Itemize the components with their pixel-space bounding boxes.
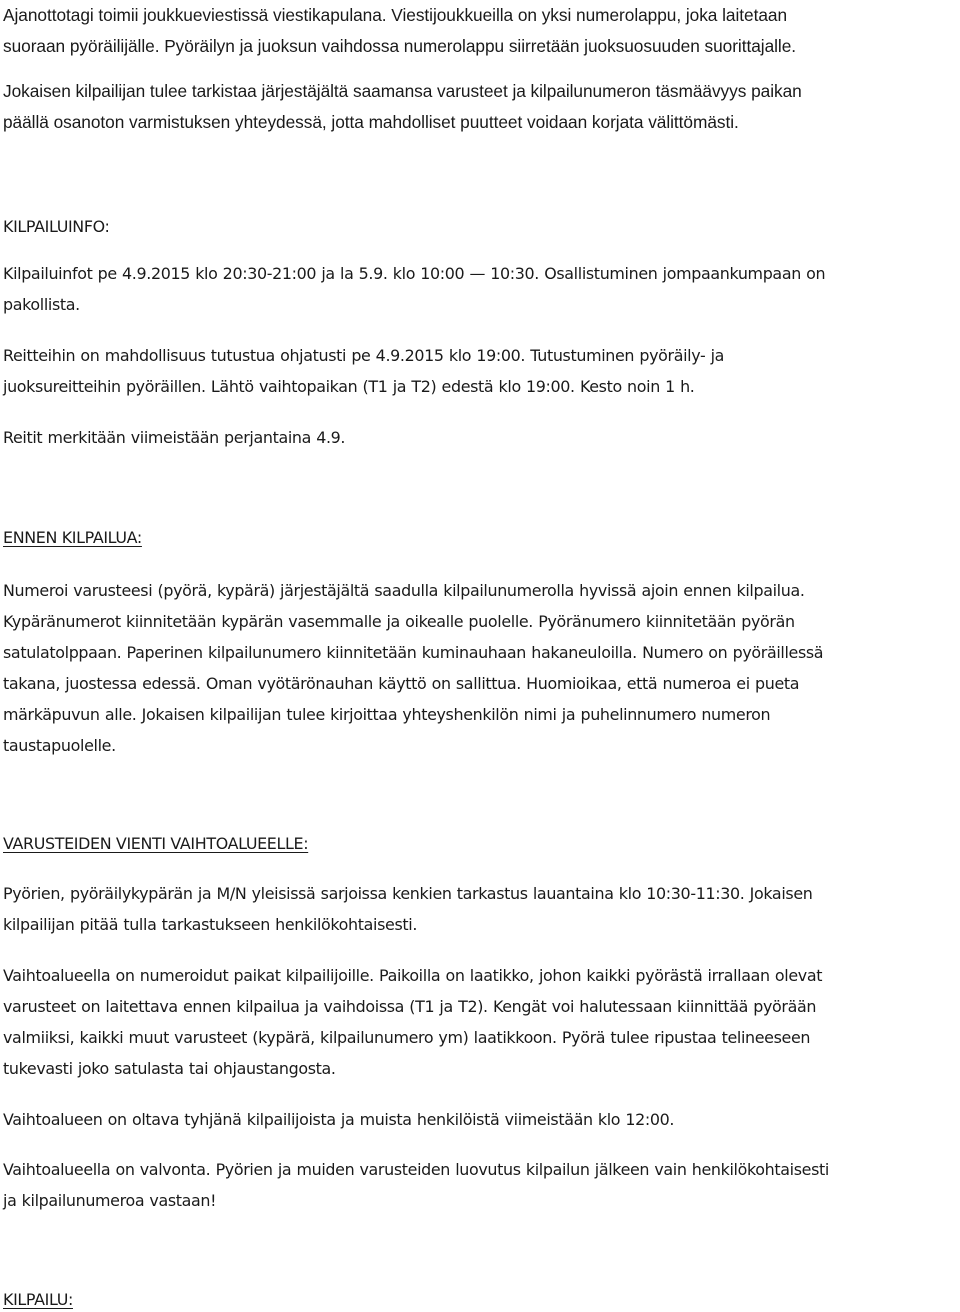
text-line: Reitteihin on mahdollisuus tutustua ohjatusti pe 4.9.2015 klo 19:00. Tutustuminen pyöräily- ja	[3, 346, 725, 365]
section-heading-kilpailu	[3, 1287, 958, 1312]
text-line: Jokaisen kilpailijan tulee tarkistaa järjestäjältä saamansa varusteet ja kilpailunumeron täsmäävyys paikan	[3, 81, 802, 101]
section-heading-varusteiden-vienti	[3, 828, 958, 859]
text-line: Vaihtoalueen on oltava tyhjänä kilpailijoista ja muista henkilöistä viimeistään klo 12:00.	[3, 1110, 675, 1129]
section-heading-ennen-kilpailua	[3, 522, 958, 553]
kilpailuinfo-paragraph-2	[3, 340, 958, 402]
text-line: Reitit merkitään viimeistään perjantaina 4.9.	[3, 428, 346, 447]
heading-text: KILPAILU:	[3, 1290, 73, 1309]
text-line: satulatolppaan. Paperinen kilpailunumero kiinnitetään kuminauhaan hakaneuloilla. Numero on pyöräillessä	[3, 643, 824, 662]
text-line: märkäpuvun alle. Jokaisen kilpailijan tulee kirjoittaa yhteyshenkilön nimi ja puhelinnumero numeron	[3, 705, 771, 724]
text-line: tukevasti joko satulasta tai ohjaustangosta.	[3, 1059, 336, 1078]
text-line: taustapuolelle.	[3, 736, 116, 755]
varusteiden-paragraph-1	[3, 878, 958, 940]
text-line: päällä osanoton varmistuksen yhteydessä, jotta mahdolliset puutteet voidaan korjata välittömästi.	[3, 112, 739, 132]
section-heading-kilpailuinfo	[3, 211, 958, 242]
equipment-check-paragraph	[3, 76, 958, 138]
text-line: Numeroi varusteesi (pyörä, kypärä) järjestäjältä saadulla kilpailunumerolla hyvissä ajoin ennen kilpailua.	[3, 581, 805, 600]
text-line: Pyörien, pyöräilykypärän ja M/N yleisissä sarjoissa kenkien tarkastus lauantaina klo 10:30-11:30. Jokaisen	[3, 884, 813, 903]
text-line: Vaihtoalueella on numeroidut paikat kilpailijoille. Paikoilla on laatikko, johon kaikki pyörästä irrallaan olevat	[3, 966, 823, 985]
text-line: ja kilpailunumeroa vastaan!	[3, 1191, 217, 1210]
ennen-kilpailua-paragraph	[3, 575, 958, 761]
varusteiden-paragraph-4	[3, 1154, 958, 1216]
text-line: suoraan pyöräilijälle. Pyöräilyn ja juoksun vaihdossa numerolappu siirretään juoksuosuuden suorittajalle.	[3, 36, 797, 56]
text-line: pakollista.	[3, 295, 80, 314]
heading-text: VARUSTEIDEN VIENTI VAIHTOALUEELLE:	[3, 834, 309, 853]
text-line: valmiiksi, kaikki muut varusteet (kypärä, kilpailunumero ym) laatikkoon. Pyörä tulee ripustaa telineeseen	[3, 1028, 811, 1047]
heading-text: ENNEN KILPAILUA:	[3, 528, 142, 547]
text-line: varusteet on laitettava ennen kilpailua ja vaihdoissa (T1 ja T2). Kengät voi halutessaan kiinnittää pyörään	[3, 997, 817, 1016]
text-line: Kypäränumerot kiinnitetään kypärän vasemmalle ja oikealle puolelle. Pyöränumero kiinnitetään pyörän	[3, 612, 795, 631]
text-line: Kilpailuinfot pe 4.9.2015 klo 20:30-21:00 ja la 5.9. klo 10:00 — 10:30. Osallistuminen jompaankumpaan on	[3, 264, 826, 283]
kilpailuinfo-paragraph-3	[3, 422, 958, 453]
text-line: juoksureitteihin pyöräillen. Lähtö vaihtopaikan (T1 ja T2) edestä klo 19:00. Kesto noin 1 h.	[3, 377, 695, 396]
intro-paragraph	[3, 0, 958, 62]
varusteiden-paragraph-3	[3, 1104, 958, 1135]
text-line: Vaihtoalueella on valvonta. Pyörien ja muiden varusteiden luovutus kilpailun jälkeen vain henkilökohtaisesti	[3, 1160, 829, 1179]
text-line: takana, juostessa edessä. Oman vyötärönauhan käyttö on sallittua. Huomioikaa, että numeroa ei pueta	[3, 674, 800, 693]
text-line: kilpailijan pitää tulla tarkastukseen henkilökohtaisesti.	[3, 915, 418, 934]
varusteiden-paragraph-2	[3, 960, 958, 1084]
text-line: Ajanottotagi toimii joukkueviestissä viestikapulana. Viestijoukkueilla on yksi numerolappu, joka laitetaan	[3, 5, 788, 25]
heading-text: KILPAILUINFO:	[3, 217, 110, 236]
kilpailuinfo-paragraph-1	[3, 258, 958, 320]
